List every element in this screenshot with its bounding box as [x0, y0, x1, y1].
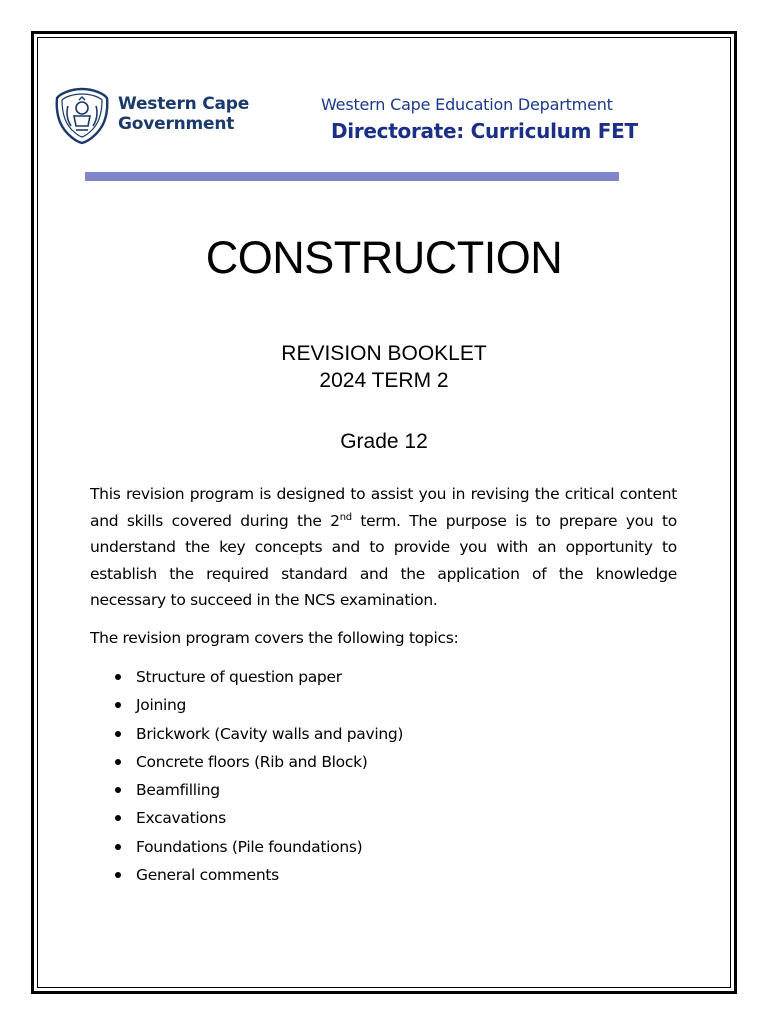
- body-content: [90, 481, 677, 889]
- paragraph-text-end: term. The purpose is to prepare you to understand the key concepts and to provide you with an opportunity to establish the required standard and the application of the knowledge necessary to succeed in the NCS examination.: [90, 511, 677, 609]
- intro-paragraph: [90, 481, 677, 614]
- coat-of-arms-icon: [52, 86, 112, 146]
- topics-list: [90, 663, 677, 889]
- list-item: [90, 691, 677, 719]
- department-name: Western Cape Education Department: [321, 95, 613, 114]
- western-cape-government-logo: [52, 86, 252, 146]
- grade-label: Grade 12: [340, 430, 428, 453]
- bullet-icon: [115, 872, 121, 878]
- list-item: [90, 663, 677, 691]
- bullet-icon: [115, 674, 121, 680]
- topic-text: Joining: [136, 696, 187, 715]
- bullet-icon: [115, 844, 121, 850]
- topic-text: Excavations: [136, 809, 226, 828]
- ordinal-superscript: nd: [339, 511, 352, 523]
- subtitle: [0, 340, 768, 394]
- list-item: [90, 833, 677, 861]
- topic-text: General comments: [136, 866, 279, 885]
- bullet-icon: [115, 731, 121, 737]
- topic-text: Brickwork (Cavity walls and paving): [136, 724, 404, 743]
- logo-line-1: Western Cape: [118, 94, 250, 114]
- bullet-icon: [115, 815, 121, 821]
- list-item: [90, 720, 677, 748]
- topics-intro: The revision program covers the following topics:: [90, 628, 459, 647]
- paragraph-text-start: This revision program is designed to assist you in revising the critical content and skills covered during the 2: [90, 485, 677, 530]
- bullet-icon: [115, 787, 121, 793]
- header-divider: [85, 172, 619, 181]
- page-title: CONSTRUCTION: [205, 232, 563, 283]
- topic-text: Concrete floors (Rib and Block): [136, 752, 368, 771]
- list-item: [90, 776, 677, 804]
- topic-text: Foundations (Pile foundations): [136, 837, 363, 856]
- logo-line-2: Government: [118, 114, 235, 134]
- list-item: [90, 804, 677, 832]
- directorate-name: Directorate: Curriculum FET: [331, 119, 638, 143]
- topic-text: Structure of question paper: [136, 668, 342, 686]
- topic-text: Beamfilling: [136, 781, 220, 800]
- subtitle-line-1: REVISION BOOKLET: [281, 342, 487, 365]
- department-heading: [321, 95, 661, 143]
- bullet-icon: [115, 759, 121, 765]
- list-item: [90, 748, 677, 776]
- bullet-icon: [115, 702, 121, 708]
- list-item: [90, 861, 677, 889]
- subtitle-line-2: 2024 TERM 2: [319, 369, 449, 392]
